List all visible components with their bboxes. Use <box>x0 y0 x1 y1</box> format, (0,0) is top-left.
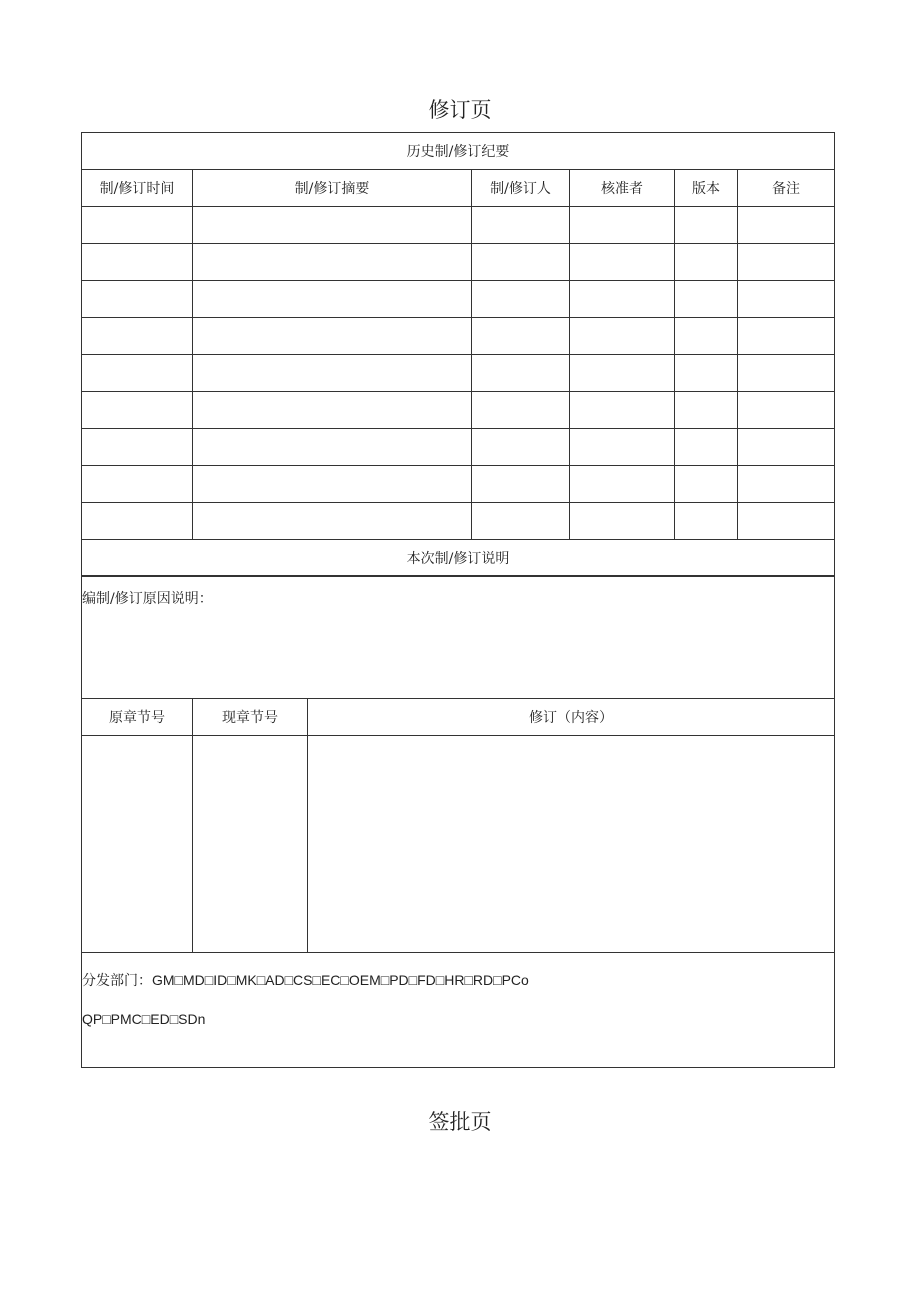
table-cell[interactable] <box>738 318 835 355</box>
table-cell[interactable] <box>193 429 472 466</box>
table-cell[interactable] <box>82 318 193 355</box>
table-cell[interactable] <box>738 466 835 503</box>
table-cell[interactable] <box>82 392 193 429</box>
table-cell[interactable] <box>675 281 738 318</box>
column-header-original-section: 原章节号 <box>82 699 193 736</box>
table-cell[interactable] <box>570 355 675 392</box>
table-cell[interactable] <box>738 429 835 466</box>
table-row <box>82 207 835 244</box>
table-cell[interactable] <box>570 318 675 355</box>
table-cell[interactable] <box>193 392 472 429</box>
table-cell[interactable] <box>570 281 675 318</box>
column-header-revision-content: 修订（内容） <box>308 699 835 736</box>
table-row <box>82 281 835 318</box>
column-header-approver: 核准者 <box>570 170 675 207</box>
current-section-cell[interactable] <box>193 736 308 953</box>
table-cell[interactable] <box>193 244 472 281</box>
table-cell[interactable] <box>675 392 738 429</box>
table-cell[interactable] <box>82 281 193 318</box>
table-cell[interactable] <box>570 392 675 429</box>
table-cell[interactable] <box>82 207 193 244</box>
table-cell[interactable] <box>193 281 472 318</box>
table-cell[interactable] <box>193 503 472 540</box>
table-cell[interactable] <box>193 466 472 503</box>
table-row <box>82 392 835 429</box>
table-cell[interactable] <box>82 429 193 466</box>
table-cell[interactable] <box>472 466 570 503</box>
revision-content-row <box>82 736 835 953</box>
table-row <box>82 503 835 540</box>
distribution-departments <box>82 953 835 1068</box>
table-cell[interactable] <box>472 355 570 392</box>
table-cell[interactable] <box>675 466 738 503</box>
table-cell[interactable] <box>193 207 472 244</box>
revision-reason-label: 编制/修订原因说明： <box>82 591 213 607</box>
table-cell[interactable] <box>82 466 193 503</box>
current-revision-table <box>81 575 835 1068</box>
table-cell[interactable] <box>738 207 835 244</box>
distribution-line-1: GM□MD□ID□MK□AD□CS□EC□OEM□PD□FD□HR□RD□PCo <box>152 972 529 988</box>
table-cell[interactable] <box>570 207 675 244</box>
table-cell[interactable] <box>570 244 675 281</box>
revision-history-table <box>81 132 835 577</box>
table-row <box>82 355 835 392</box>
table-cell[interactable] <box>675 429 738 466</box>
history-section-title: 历史制/修订纪要 <box>82 133 835 170</box>
next-page-title: 签批页 <box>428 1110 492 1134</box>
table-cell[interactable] <box>472 392 570 429</box>
table-cell[interactable] <box>675 318 738 355</box>
revision-reason-field[interactable] <box>82 576 835 699</box>
table-cell[interactable] <box>738 244 835 281</box>
table-cell[interactable] <box>472 429 570 466</box>
table-cell[interactable] <box>738 355 835 392</box>
revision-content-cell[interactable] <box>308 736 835 953</box>
distribution-label: 分发部门： <box>82 973 152 989</box>
table-cell[interactable] <box>193 355 472 392</box>
table-cell[interactable] <box>82 244 193 281</box>
current-section-title: 本次制/修订说明 <box>82 540 835 577</box>
table-cell[interactable] <box>82 503 193 540</box>
table-cell[interactable] <box>738 392 835 429</box>
table-row <box>82 318 835 355</box>
table-row <box>82 466 835 503</box>
history-header-row <box>82 170 835 207</box>
table-cell[interactable] <box>472 281 570 318</box>
table-cell[interactable] <box>675 207 738 244</box>
table-cell[interactable] <box>675 244 738 281</box>
table-cell[interactable] <box>472 207 570 244</box>
table-cell[interactable] <box>472 318 570 355</box>
table-cell[interactable] <box>472 244 570 281</box>
table-cell[interactable] <box>193 318 472 355</box>
original-section-cell[interactable] <box>82 736 193 953</box>
column-header-time: 制/修订时间 <box>82 170 193 207</box>
column-header-remarks: 备注 <box>738 170 835 207</box>
page-title: 修订页 <box>428 98 492 122</box>
distribution-line-2: QP□PMC□ED□SDn <box>82 1011 206 1027</box>
revision-header-row <box>82 699 835 736</box>
column-header-current-section: 现章节号 <box>193 699 308 736</box>
table-cell[interactable] <box>675 503 738 540</box>
column-header-summary: 制/修订摘要 <box>193 170 472 207</box>
table-cell[interactable] <box>675 355 738 392</box>
table-row <box>82 244 835 281</box>
table-cell[interactable] <box>82 355 193 392</box>
column-header-version: 版本 <box>675 170 738 207</box>
table-row <box>82 429 835 466</box>
table-cell[interactable] <box>738 281 835 318</box>
table-cell[interactable] <box>570 429 675 466</box>
table-cell[interactable] <box>738 503 835 540</box>
table-cell[interactable] <box>472 503 570 540</box>
table-cell[interactable] <box>570 503 675 540</box>
table-cell[interactable] <box>570 466 675 503</box>
column-header-author: 制/修订人 <box>472 170 570 207</box>
